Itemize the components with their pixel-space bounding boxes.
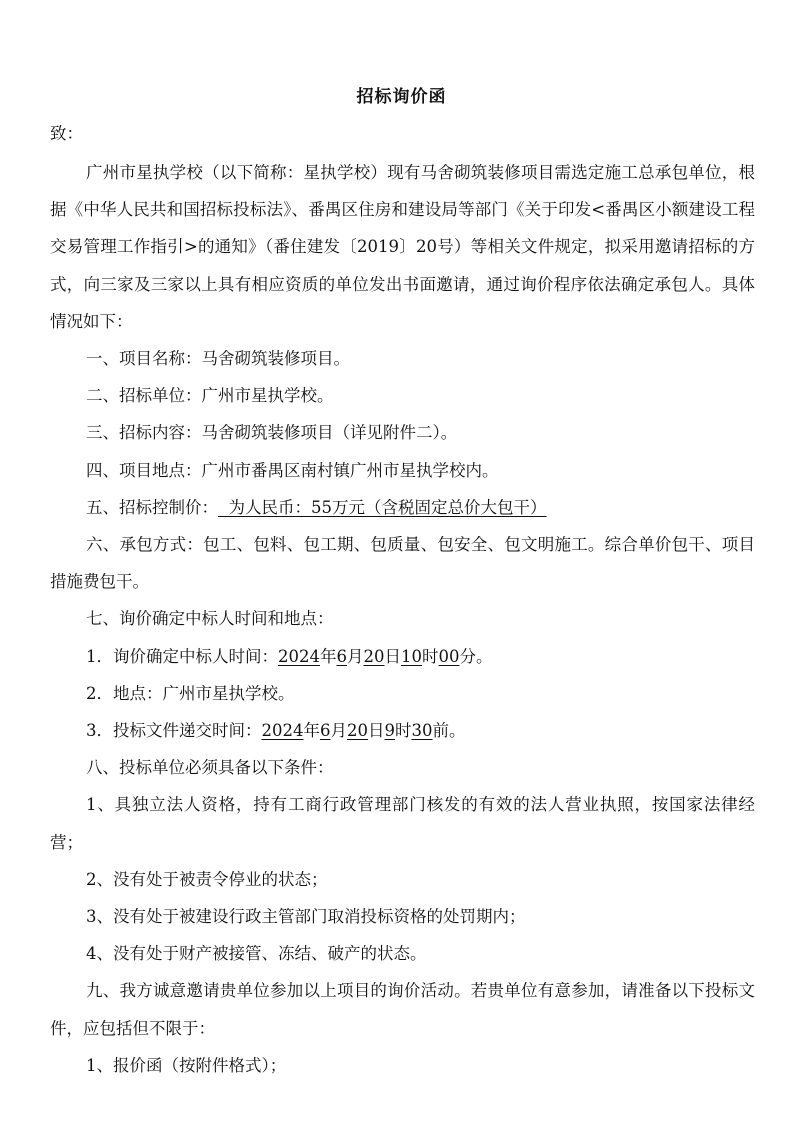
deadline-label: 3．投标文件递交时间： (86, 721, 262, 741)
document-body (50, 154, 755, 1084)
item-time-place-heading: 七、询价确定中标人时间和地点： (86, 609, 334, 629)
award-year: 2024 (278, 646, 320, 666)
award-day: 20 (363, 646, 385, 666)
item-tender-content: 三、招标内容：马舍砌筑装修项目（详见附件二）。 (86, 423, 458, 443)
item-requirements-heading: 八、投标单位必须具备以下条件： (86, 758, 334, 778)
award-day-unit: 日 (384, 646, 401, 666)
item-award-time (50, 638, 755, 675)
deadline-year-unit: 年 (303, 721, 320, 741)
item-invitation-heading: 九、我方诚意邀请贵单位参加以上项目的询价活动。若贵单位有意参加，请准备以下投标文件，应包括但不限于： (50, 981, 755, 1038)
award-month: 6 (336, 646, 347, 666)
deadline-year: 2024 (261, 721, 304, 741)
deadline-month-unit: 月 (330, 721, 347, 741)
intro-paragraph: 广州市星执学校（以下简称：星执学校）现有马舍砌筑装修项目需选定施工总承包单位，根据《中华人民共和国招标投标法》、番禺区住房和建设局等部门《关于印发<番禺区小额建设工程交易管理工作指引>的通知》（番住建发〔2019〕20号）等相关文件规定，拟采用邀请招标的方式，向三家及三家以上具有相应资质的单位发出书面邀请，通过询价程序依法确定承包人。具体情况如下： (50, 163, 755, 331)
award-time-label: 1．询价确定中标人时间： (86, 646, 278, 666)
deadline-minute-unit: 前。 (432, 721, 466, 741)
item-contract-method: 六、承包方式：包工、包料、包工期、包质量、包安全、包文明施工。综合单价包干、项目措施费包干。 (50, 535, 755, 592)
award-year-unit: 年 (320, 646, 337, 666)
deadline-minute: 30 (411, 721, 433, 741)
item-submission-deadline (50, 712, 755, 749)
control-price-label: 五、招标控制价： (86, 497, 218, 517)
item-project-name: 一、项目名称：马舍砌筑装修项目。 (86, 349, 350, 369)
award-month-unit: 月 (347, 646, 364, 666)
deadline-hour: 9 (384, 721, 395, 741)
award-hour-unit: 时 (422, 646, 439, 666)
salutation: 致： (50, 124, 83, 143)
deadline-day-unit: 日 (368, 721, 385, 741)
deadline-day: 20 (347, 721, 368, 741)
control-price-value: 为人民币：55万元（含税固定总价大包干） (218, 497, 547, 517)
item-award-place: 2．地点：广州市星执学校。 (86, 683, 295, 703)
award-minute: 00 (438, 646, 460, 666)
item-tender-unit: 二、招标单位：广州市星执学校。 (86, 386, 334, 406)
award-minute-unit: 分。 (459, 646, 493, 666)
document-list-1: 1、报价函（按附件格式）； (86, 1055, 287, 1075)
deadline-hour-unit: 时 (395, 721, 412, 741)
award-hour: 10 (401, 646, 422, 666)
document-title: 招标询价函 (356, 87, 447, 107)
deadline-month: 6 (320, 721, 331, 741)
requirement-3: 3、没有处于被建设行政主管部门取消投标资格的处罚期内； (86, 907, 526, 927)
requirement-4: 4、没有处于财产被接管、冻结、破产的状态。 (86, 944, 427, 964)
requirement-2: 2、没有处于被责令停业的状态； (86, 869, 328, 889)
requirement-1: 1、具独立法人资格，持有工商行政管理部门核发的有效的法人营业执照，按国家法律经营； (50, 795, 755, 852)
item-project-location: 四、项目地点：广州市番禺区南村镇广州市星执学校内。 (86, 460, 499, 480)
item-control-price (50, 489, 755, 526)
